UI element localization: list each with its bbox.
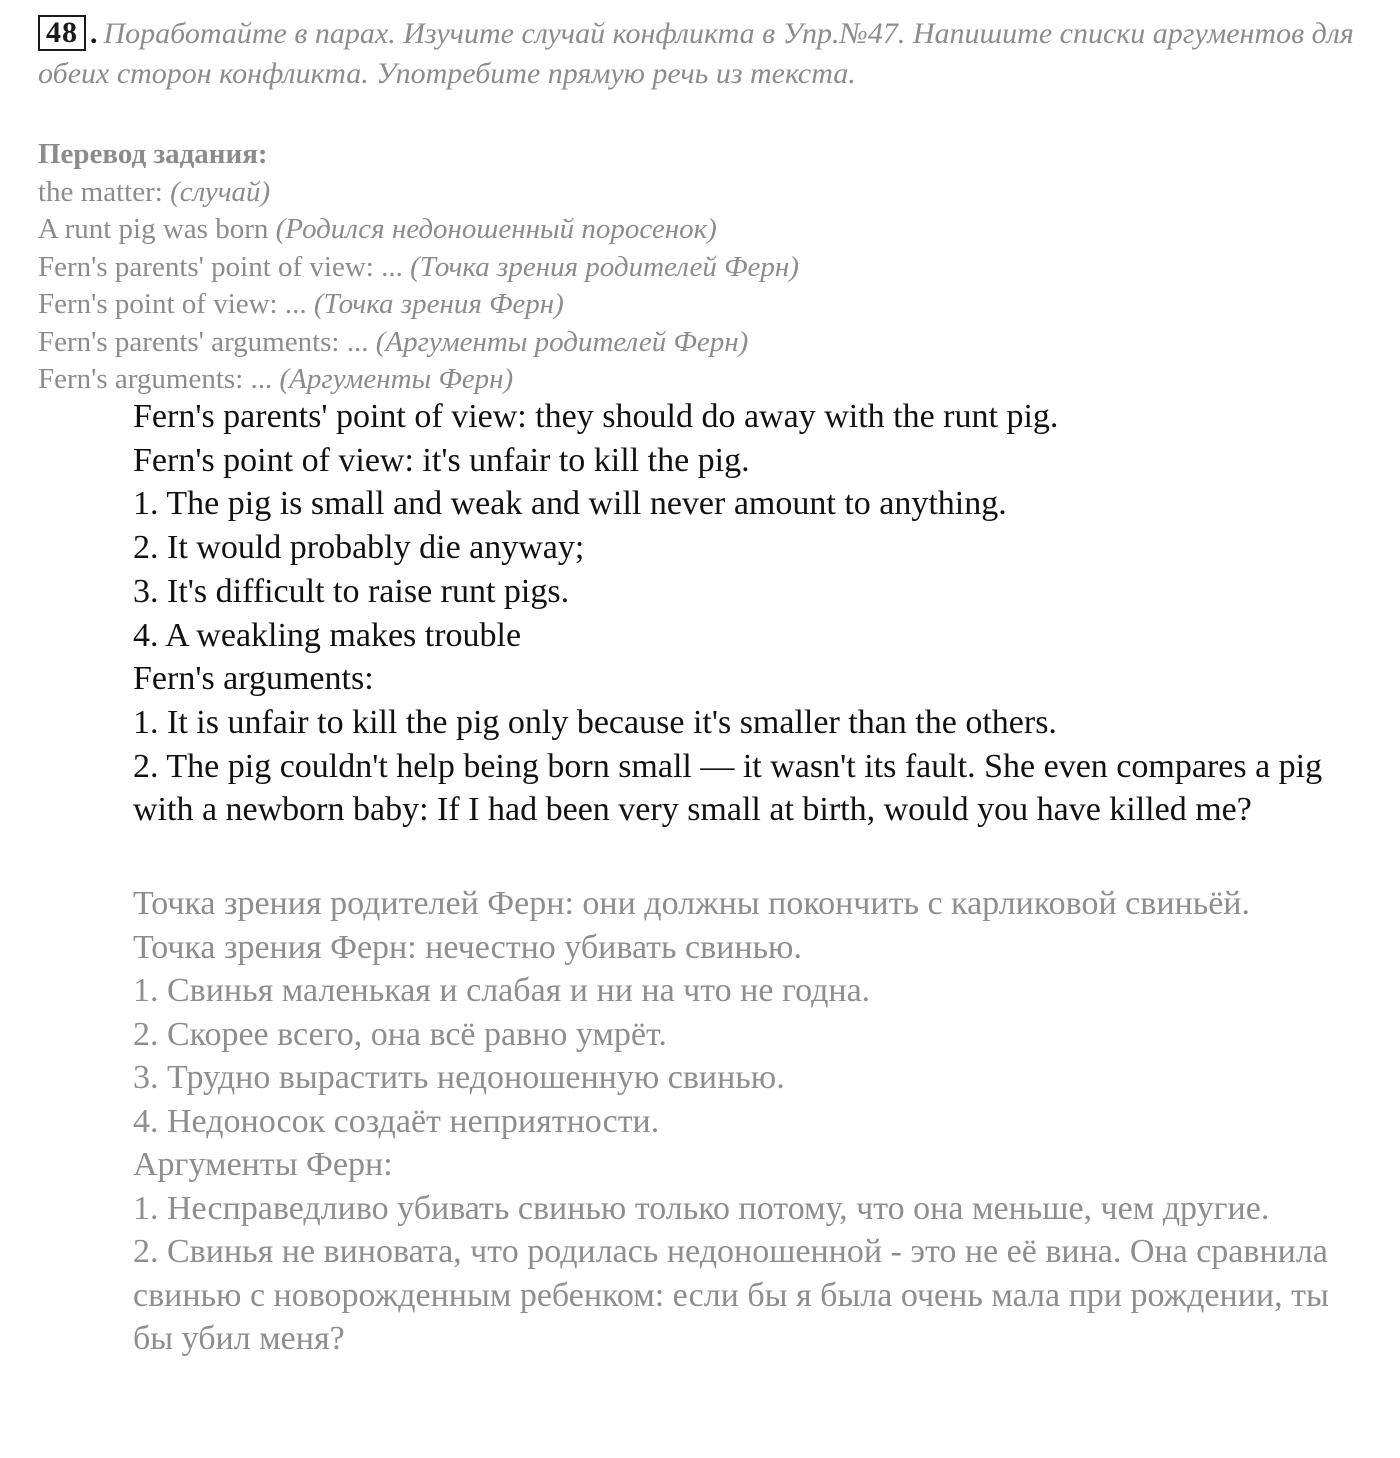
translation-ru: (случай): [170, 175, 271, 208]
translation-en: Fern's arguments: ...: [38, 363, 280, 395]
translation-line: [38, 361, 1368, 399]
answer-en-line: Fern's arguments:: [133, 660, 374, 698]
answer-russian: [133, 882, 1373, 1361]
answer-en-line: 3. It's difficult to raise runt pigs.: [133, 572, 570, 610]
translation-en: the matter:: [38, 175, 171, 208]
task-translation: [38, 136, 1368, 399]
translation-ru: (Точка зрения родителей Ферн): [410, 250, 799, 283]
translation-ru: (Точка зрения Ферн): [313, 288, 564, 320]
translation-line: [38, 324, 1368, 362]
task-statement: [38, 14, 1368, 94]
answer-ru-line: 1. Свинья маленькая и слабая и ни на что не годна.: [133, 972, 871, 1009]
answer-ru-line: 2. Свинья не виновата, что родилась недоношенной - это не её вина. Она сравнила свинью с новорожденным ребенком: если бы я была очень мала при рождении, ты бы убил меня?: [133, 1233, 1329, 1357]
translation-heading: Перевод задания:: [38, 138, 268, 170]
answer-ru-line: Точка зрения родителей Ферн: они должны покончить с карликовой свиньёй.: [133, 885, 1251, 922]
answer-ru-line: Точка зрения Ферн: нечестно убивать свинью.: [133, 928, 802, 966]
translation-en: Fern's parents' arguments: ...: [38, 325, 376, 358]
task-number-box: 48: [38, 15, 86, 51]
task-text: Поработайте в парах. Изучите случай конфликта в Упр.№47. Напишите списки аргументов для обеих сторон конфликта. Употребите прямую речь из текста.: [38, 17, 1354, 90]
translation-line: [38, 249, 1368, 287]
answer-en-line: 1. The pig is small and weak and will never amount to anything.: [133, 485, 1007, 523]
answer-en-line: 4. A weakling makes trouble: [133, 616, 522, 654]
translation-ru: (Аргументы родителей Ферн): [375, 325, 749, 358]
translation-en: Fern's parents' point of view: ...: [38, 250, 411, 283]
answer-ru-line: 2. Скорее всего, она всё равно умрёт.: [133, 1015, 667, 1053]
answer-ru-line: 4. Недоносок создаёт неприятности.: [133, 1102, 660, 1140]
answer-en-line: Fern's parents' point of view: they should do away with the runt pig.: [133, 398, 1059, 435]
translation-line: [38, 211, 1368, 249]
answer-en-line: 2. The pig couldn't help being born small — it wasn't its fault. She even compares a pig with a newborn baby: If I had been very small at birth, would you have killed me?: [133, 747, 1323, 829]
answer-en-line: Fern's point of view: it's unfair to kill the pig.: [133, 441, 750, 479]
answer-ru-line: 3. Трудно вырастить недоношенную свинью.: [133, 1059, 785, 1096]
translation-line: [38, 174, 1368, 212]
translation-ru: (Аргументы Ферн): [279, 363, 514, 395]
task-number-suffix: .: [90, 17, 98, 50]
answer-en-line: 2. It would probably die anyway;: [133, 529, 585, 567]
translation-ru: (Родился недоношенный поросенок): [275, 213, 717, 245]
translation-en: A runt pig was born: [38, 213, 276, 245]
answer-en-line: 1. It is unfair to kill the pig only because it's smaller than the others.: [133, 703, 1057, 741]
translation-en: Fern's point of view: ...: [38, 288, 314, 320]
answer-ru-line: 1. Несправедливо убивать свинью только потому, что она меньше, чем другие.: [133, 1189, 1270, 1227]
answer-ru-line: Аргументы Ферн:: [133, 1146, 393, 1183]
translation-line: [38, 286, 1368, 324]
answer-english: [133, 395, 1373, 832]
